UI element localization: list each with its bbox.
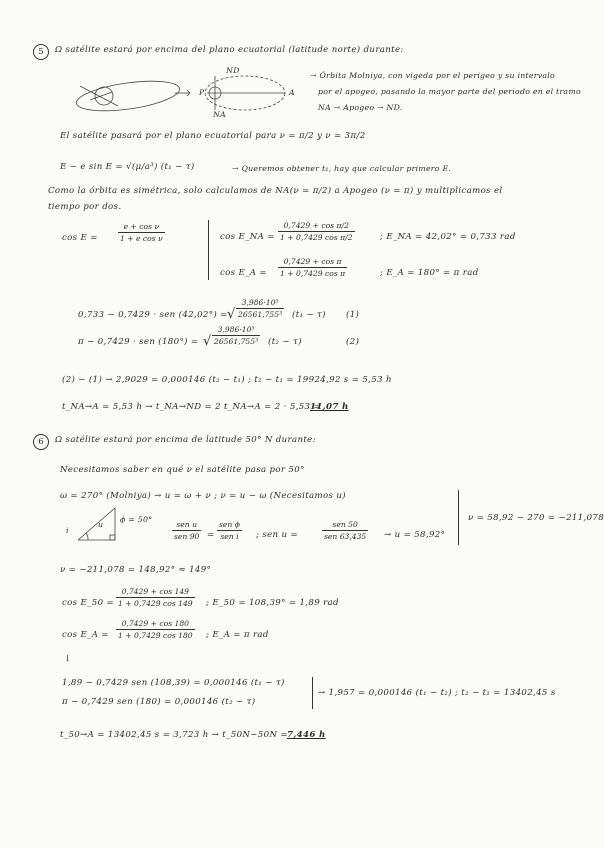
sen-u-label: ; sen u = <box>256 530 299 540</box>
p5-note-1: → Órbita Molniya, con vigeda por el perigeo y su intervalo <box>310 71 555 80</box>
equals-sign: = <box>207 530 215 540</box>
eq2-denominator: 26561,755³ <box>214 337 259 346</box>
p5-line-3: Como la órbita es simétrica, solo calculamos de NA(ν = π/2) a Apogeo (ν = π) y multiplicamos el <box>48 186 503 196</box>
cosE-numerator: e + cos ν <box>118 222 165 233</box>
sine-law-left <box>172 520 201 541</box>
p5-line-1: El satélite pasará por el plano ecuatorial para ν = π/2 y ν = 3π/2 <box>60 131 366 141</box>
p6-line-2: ω = 270° (Molniya) → u = ω + ν ; ν = u − ω (Necesitamos u) <box>60 491 346 501</box>
p5-kepler-eq: E − e sin E = √(μ/a³) (t₁ − τ) <box>60 162 195 172</box>
sqrt-icon: √ <box>203 334 212 349</box>
p6-eq1: 1,89 − 0,7429 sen (108,39) = 0,000146 (t₁ − τ) <box>62 678 285 688</box>
EA-result: ; E_A = 180° = π rad <box>380 268 479 278</box>
cosEA2-label: cos E_A = <box>62 630 109 640</box>
eq1-numerator: 3,986·10⁵ <box>236 298 284 309</box>
down-arrow-icon: ↓ <box>64 654 72 664</box>
cosE50-label: cos E_50 = <box>62 598 115 608</box>
triangle-icon <box>78 508 115 540</box>
cosENA-label: cos E_NA = <box>220 232 275 242</box>
cosENA-numerator: 0,7429 + cos π/2 <box>278 221 355 232</box>
p5-title: Ω satélite estará por encima del plano ecuatorial (latitude norte) durante: <box>55 45 404 55</box>
triangle-label-phi: ϕ = 50° <box>120 515 153 524</box>
fig-label-a: A <box>289 88 295 97</box>
sine-law-right <box>217 520 242 541</box>
p6-line-1: Necesitamos saber en qué ν el satélite pasa por 50° <box>60 465 305 475</box>
u-result: → u = 58,92° <box>384 530 446 540</box>
sen-u-fraction <box>322 520 368 541</box>
problem-number-5: 5 <box>33 44 49 60</box>
p6-title: Ω satélite estará por encima de latitude 50° N durante: <box>55 435 316 445</box>
p6-answer: 7,446 h <box>287 730 326 740</box>
cosEA2-fraction <box>116 619 195 640</box>
problem-number-6: 6 <box>33 434 49 450</box>
p6-line-4: t_50→A = 13402,45 s = 3,723 h → t_50N−50N = <box>60 730 288 740</box>
eq1-tag: (1) <box>346 310 360 320</box>
fig-label-p: P <box>199 88 205 97</box>
system-brace <box>308 677 313 709</box>
sine-law-right-numerator: sen ϕ <box>219 520 240 529</box>
p6-eq2: π − 0,7429 sen (180) = 0,000146 (t₂ − τ) <box>62 697 256 707</box>
p5-answer: 11,07 h <box>310 402 349 412</box>
sine-law-left-numerator: sen u <box>172 520 201 531</box>
triangle-label-u: u <box>98 520 104 529</box>
cosEA2-numerator: 0,7429 + cos 180 <box>116 619 195 630</box>
p5-kepler-note: → Queremos obtener t₁, hay que calcular primero E. <box>232 164 452 173</box>
fig-label-na: NA <box>213 110 226 119</box>
cosE50-fraction <box>116 587 195 608</box>
eq1-denominator: 26561,755³ <box>238 310 283 319</box>
p5-note-2: por el apogeo, pasando la mayor parte del periodo en el tramo <box>318 87 581 96</box>
cosENA-denominator: 1 + 0,7429 cos π/2 <box>280 233 353 242</box>
p6-line-3: ν = −211,078 = 148,92° ≈ 149° <box>60 565 212 575</box>
EA2-result: ; E_A = π rad <box>206 630 269 640</box>
fig-label-nd: ND <box>226 66 240 75</box>
cosE-denominator: 1 + e cos ν <box>120 234 163 243</box>
eq1-right: (t₁ − τ) <box>292 310 326 320</box>
cosEA2-denominator: 1 + 0,7429 cos 180 <box>118 631 193 640</box>
system-result: → 1,957 = 0,000146 (t₁ − t₂) ; t₂ − t₁ = 13402,45 s <box>318 688 556 698</box>
brace-divider <box>458 490 459 545</box>
eq2-numerator: 3,986·10⁵ <box>212 325 260 336</box>
cosE50-denominator: 1 + 0,7429 cos 149 <box>118 599 193 608</box>
triangle-label-i: i <box>66 526 69 535</box>
sine-law-right-denominator: sen i <box>220 532 239 541</box>
p5-line-5: (2) − (1) → 2,9029 = 0,000146 (t₂ − t₁) ; t₂ − t₁ = 19924,92 s = 5,53 h <box>62 375 392 385</box>
nu-result: ν = 58,92 − 270 = −211,078 <box>468 513 604 523</box>
cosE50-numerator: 0,7429 + cos 149 <box>116 587 195 598</box>
cosEA-label: cos E_A = <box>220 268 267 278</box>
sqrt-icon: √ <box>227 307 236 322</box>
cosEA-numerator: 0,7429 + cos π <box>278 257 347 268</box>
eq2-tag: (2) <box>346 337 360 347</box>
E50-result: ; E_50 = 108,39° = 1,89 rad <box>206 598 339 608</box>
ENA-result: ; E_NA = 42,02° = 0,733 rad <box>380 232 516 242</box>
sine-law-left-denominator: sen 90 <box>174 532 200 541</box>
p5-line-4: tiempo por dos. <box>48 202 122 212</box>
p5-line-6: t_NA→A = 5,53 h → t_NA→ND = 2 t_NA→A = 2 · 5,53 = <box>62 402 321 412</box>
eq1-left: 0,733 − 0,7429 · sen (42,02°) = <box>78 310 228 320</box>
cosEA-denominator: 1 + 0,7429 cos π <box>280 269 346 278</box>
eq2-left: π − 0,7429 · sen (180°) = <box>78 337 199 347</box>
cosE-label: cos E = <box>62 233 98 243</box>
eq2-right: (t₂ − τ) <box>268 337 302 347</box>
sen-u-denominator: sen 63,435 <box>324 532 367 541</box>
sen-u-numerator: sen 50 <box>322 520 368 531</box>
p5-note-3: NA → Apogeo → ND. <box>318 103 403 112</box>
